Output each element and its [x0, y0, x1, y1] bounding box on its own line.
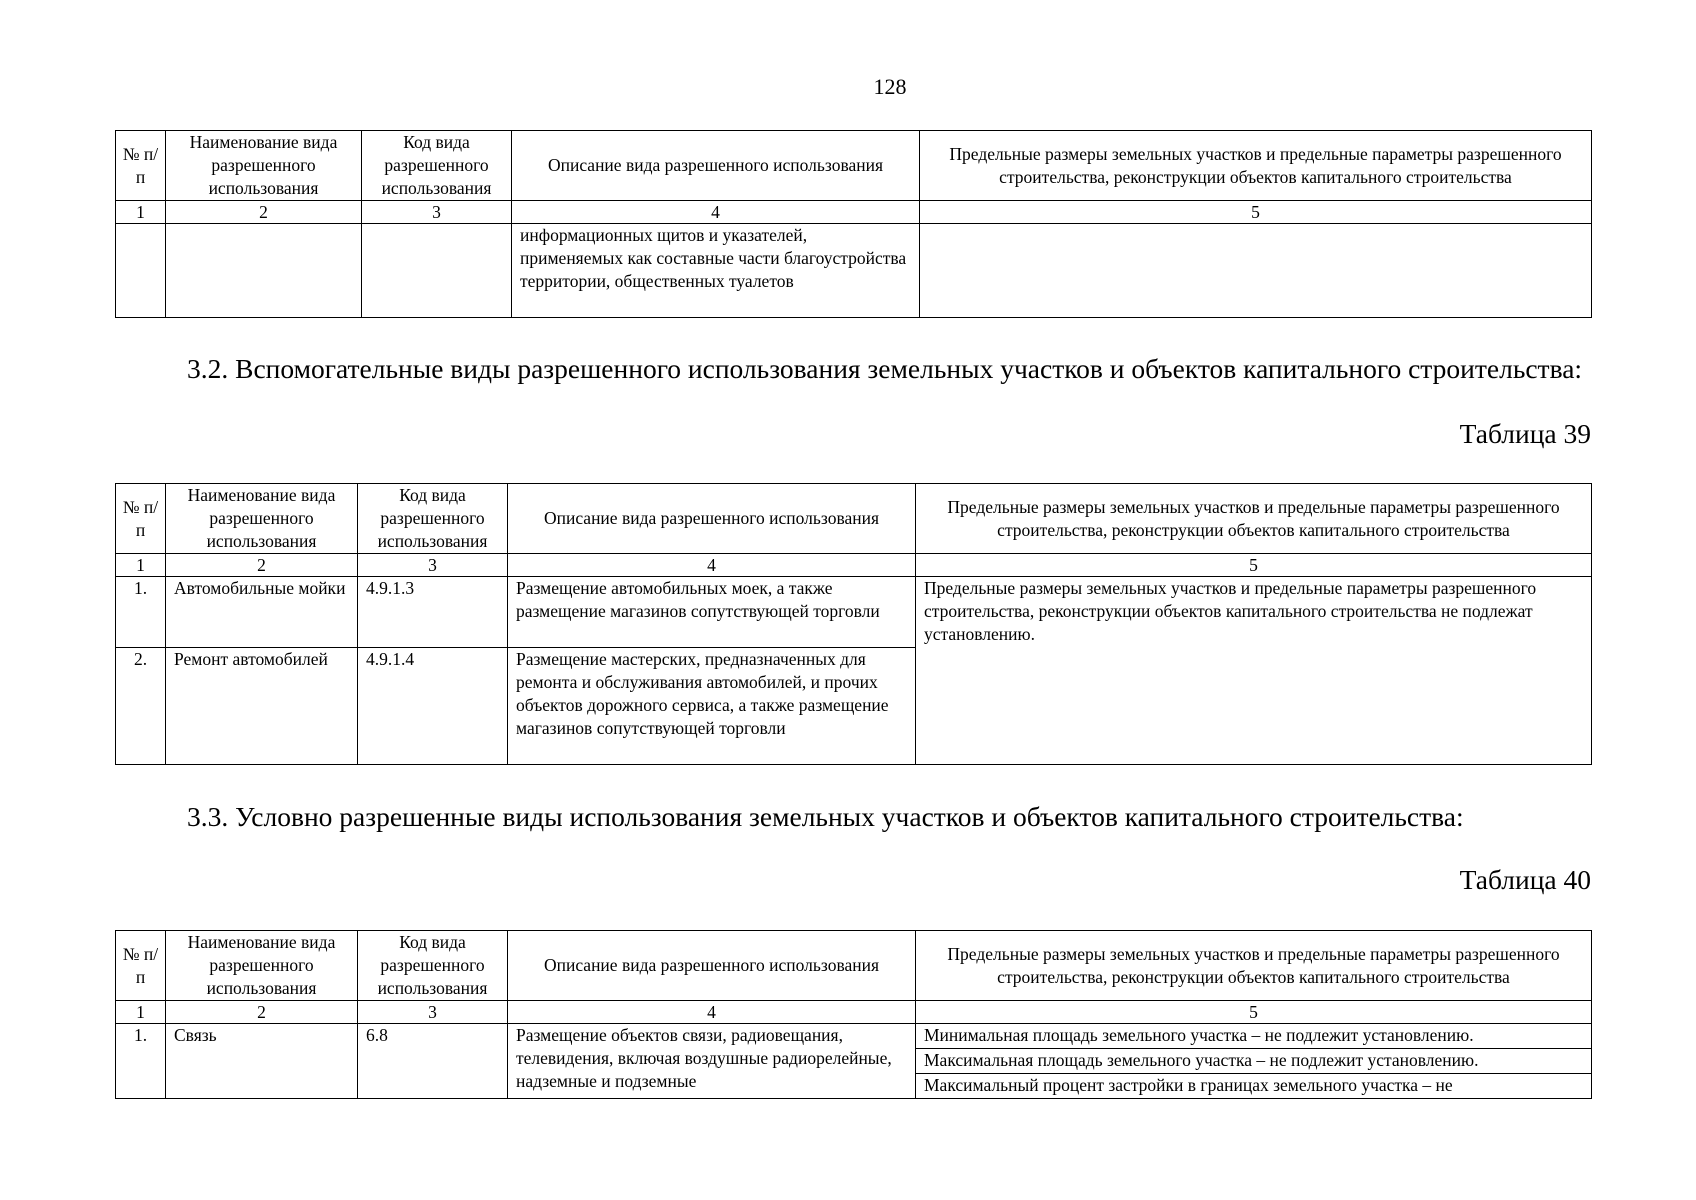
cell-desc: Размещение мастерских, предназначенных для ремонта и обслуживания автомобилей, и прочих объектов дорожного сервиса, а также размещение магазинов сопутствующей торговли	[508, 648, 916, 765]
table-header-row	[116, 484, 1592, 554]
col-num-1: 1	[116, 201, 166, 224]
cell-limits	[920, 224, 1592, 318]
cell-name	[166, 224, 362, 318]
col-num-3: 3	[358, 1001, 508, 1024]
col-num-4: 4	[512, 201, 920, 224]
cell-limits-merged: Предельные размеры земельных участков и предельные параметры разрешенного строительства, реконструкции объектов капитального строительства не подлежат установлению.	[916, 577, 1592, 765]
col-num-5: 5	[916, 554, 1592, 577]
table-row	[116, 577, 1592, 648]
cell-desc: Размещение объектов связи, радиовещания, телевидения, включая воздушные радиорелейные, надземные и подземные	[508, 1024, 916, 1099]
col-num-2: 2	[166, 554, 358, 577]
header-desc: Описание вида разрешенного использования	[508, 484, 916, 554]
cell-code: 4.9.1.4	[358, 648, 508, 765]
cell-num	[116, 224, 166, 318]
header-limits: Предельные размеры земельных участков и предельные параметры разрешенного строительства, реконструкции объектов капитального строительства	[920, 131, 1592, 201]
table-row	[116, 1024, 1592, 1099]
col-num-2: 2	[166, 1001, 358, 1024]
col-num-4: 4	[508, 554, 916, 577]
cell-name: Ремонт автомобилей	[166, 648, 358, 765]
section-title-3-2: 3.2. Вспомогательные виды разрешенного использования земельных участков и объектов капитального строительства:	[187, 353, 1583, 384]
cell-code: 6.8	[358, 1024, 508, 1099]
cell-num: 1.	[116, 577, 166, 648]
table-continuation	[115, 130, 1592, 318]
table-39	[115, 483, 1592, 765]
col-num-5: 5	[916, 1001, 1592, 1024]
cell-code: 4.9.1.3	[358, 577, 508, 648]
col-num-4: 4	[508, 1001, 916, 1024]
header-code: Код вида разрешенного использования	[362, 131, 512, 201]
table-40	[115, 930, 1592, 1099]
header-num: № п/п	[116, 931, 166, 1001]
cell-num: 1.	[116, 1024, 166, 1099]
col-num-3: 3	[358, 554, 508, 577]
table-header-row	[116, 931, 1592, 1001]
header-code: Код вида разрешенного использования	[358, 484, 508, 554]
header-limits: Предельные размеры земельных участков и предельные параметры разрешенного строительства, реконструкции объектов капитального строительства	[916, 931, 1592, 1001]
cell-desc: информационных щитов и указателей, применяемых как составные части благоустройства территории, общественных туалетов	[512, 224, 920, 318]
limit-line-2: Максимальная площадь земельного участка – не подлежит установлению.	[916, 1049, 1591, 1074]
column-number-row	[116, 1001, 1592, 1024]
cell-num: 2.	[116, 648, 166, 765]
table-caption-39: Таблица 39	[1459, 418, 1591, 449]
cell-name: Связь	[166, 1024, 358, 1099]
col-num-1: 1	[116, 1001, 166, 1024]
header-desc: Описание вида разрешенного использования	[512, 131, 920, 201]
col-num-5: 5	[920, 201, 1592, 224]
section-title-3-3: 3.3. Условно разрешенные виды использования земельных участков и объектов капитального строительства:	[187, 801, 1464, 832]
header-num: № п/п	[116, 131, 166, 201]
limit-line-3: Максимальный процент застройки в границах земельного участка – не	[924, 1075, 1453, 1095]
cell-code	[362, 224, 512, 318]
header-name: Наименование вида разрешенного использования	[166, 931, 358, 1001]
cell-limits	[916, 1024, 1592, 1099]
cell-desc: Размещение автомобильных моек, а также размещение магазинов сопутствующей торговли	[508, 577, 916, 648]
col-num-3: 3	[362, 201, 512, 224]
header-name: Наименование вида разрешенного использования	[166, 131, 362, 201]
column-number-row	[116, 554, 1592, 577]
cell-name: Автомобильные мойки	[166, 577, 358, 648]
header-name: Наименование вида разрешенного использования	[166, 484, 358, 554]
header-num: № п/п	[116, 484, 166, 554]
table-row	[116, 224, 1592, 318]
col-num-1: 1	[116, 554, 166, 577]
page-number: 128	[873, 74, 907, 99]
column-number-row	[116, 201, 1592, 224]
header-code: Код вида разрешенного использования	[358, 931, 508, 1001]
limit-line-1: Минимальная площадь земельного участка – не подлежит установлению.	[916, 1024, 1591, 1049]
header-limits: Предельные размеры земельных участков и предельные параметры разрешенного строительства, реконструкции объектов капитального строительства	[916, 484, 1592, 554]
header-desc: Описание вида разрешенного использования	[508, 931, 916, 1001]
table-header-row	[116, 131, 1592, 201]
col-num-2: 2	[166, 201, 362, 224]
table-caption-40: Таблица 40	[1459, 864, 1591, 895]
